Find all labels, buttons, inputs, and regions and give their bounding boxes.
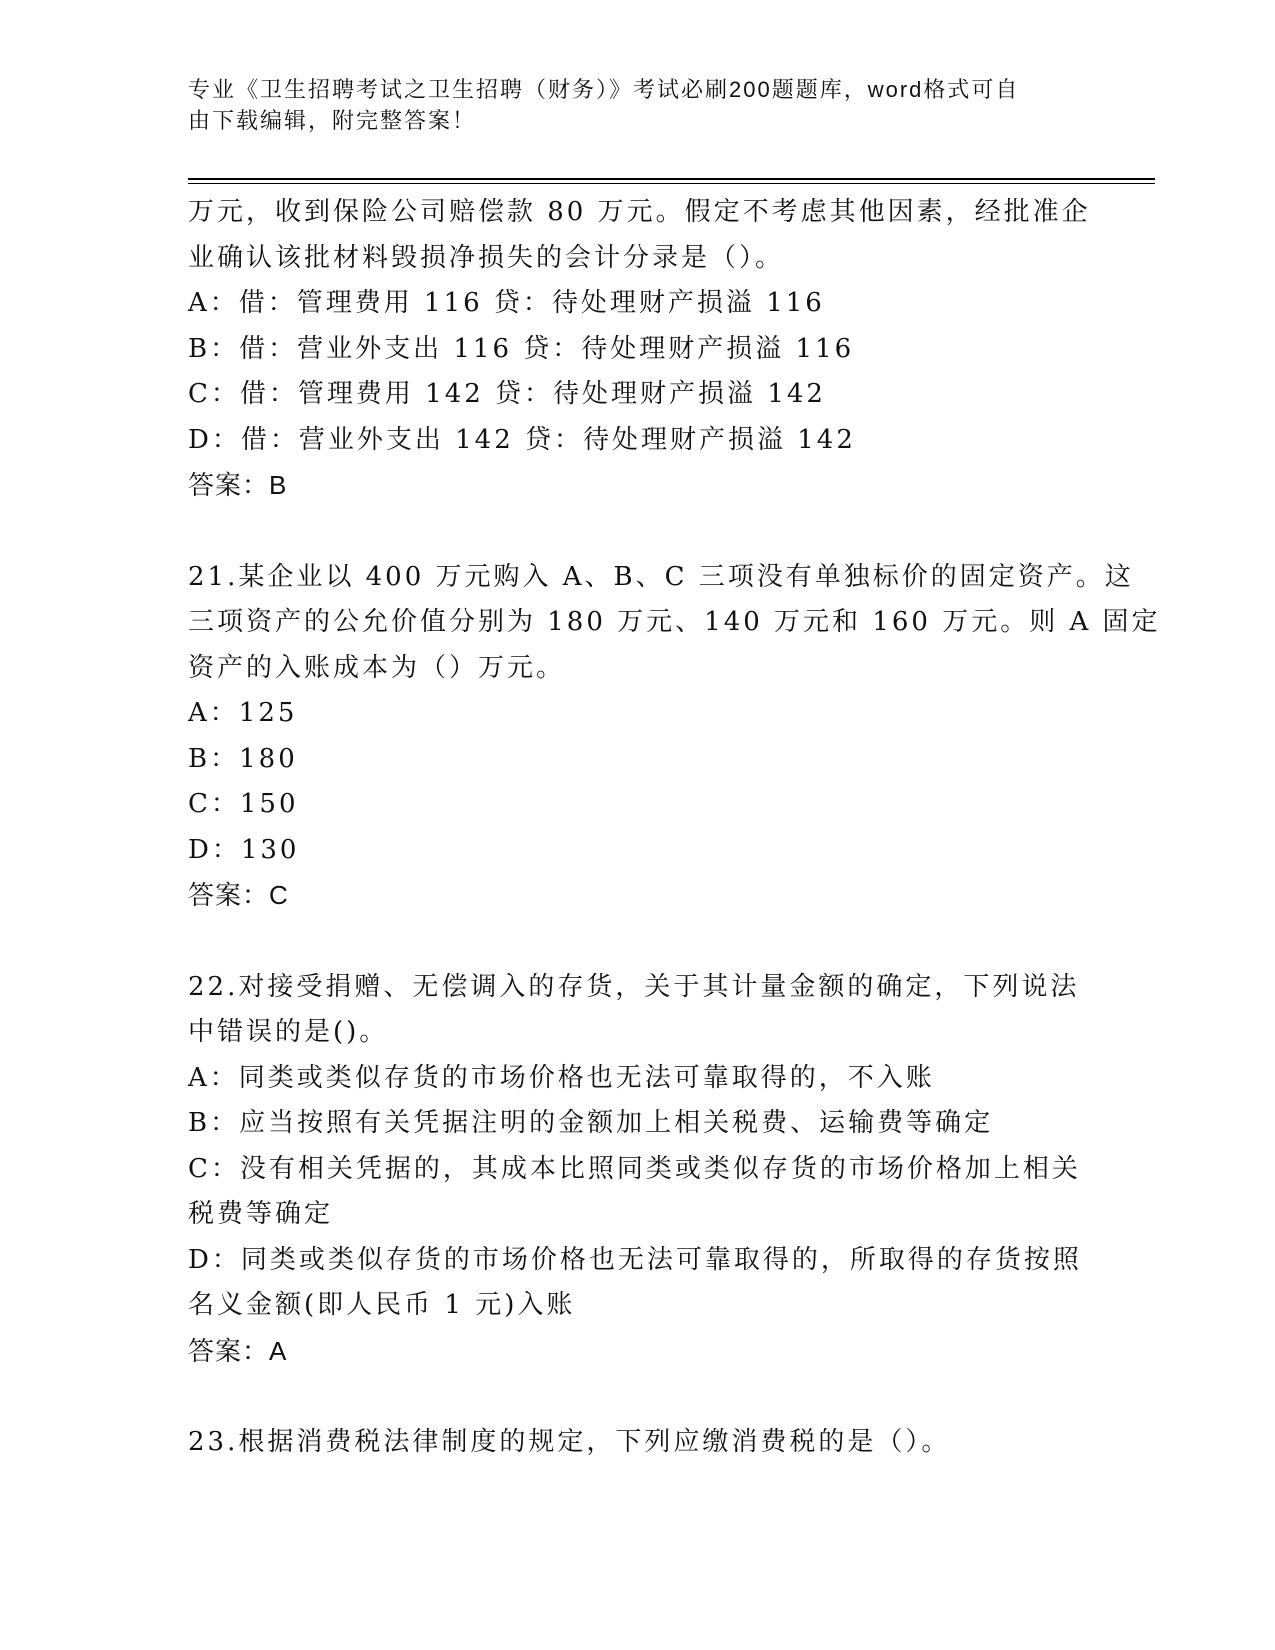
document-header [188,74,1068,136]
question-stem-line: 万元，收到保险公司赔偿款 80 万元。假定不考虑其他因素，经批准企 [188,197,1091,227]
option-a: A：125 [188,698,298,728]
question-stem-line: 资产的入账成本为（）万元。 [188,652,566,683]
header-line-1: 专业《卫生招聘考试之卫生招聘（财务）》考试必刷200题题库，word格式可自 [188,77,1020,102]
question-spacer [188,919,1088,965]
question-stem-line: 23.根据消费税法律制度的规定，下列应缴消费税的是（）。 [188,1427,951,1457]
question-stem-line: 21.某企业以 400 万元购入 A、B、C 三项没有单独标价的固定资产。这 [188,561,1134,592]
option-b: B：借：营业外支出 116 贷：待处理财产损溢 116 [188,333,855,364]
answer: 答案：A [188,1335,288,1366]
option-a: A：同类或类似存货的市场价格也无法可靠取得的，不入账 [188,1062,935,1093]
question-spacer [188,1374,1088,1420]
document-body [188,190,1161,1466]
question-stem-line: 三项资产的公允价值分别为 180 万元、140 万元和 160 万元。则 A 固定 [188,607,1161,637]
question-23 [188,1420,1088,1466]
option-d: D：借：营业外支出 142 贷：待处理财产损溢 142 [188,424,856,455]
header-line-2: 由下载编辑，附完整答案！ [188,108,477,133]
question-21 [188,555,1161,919]
option-c: C：没有相关凭据的，其成本比照同类或类似存货的市场价格加上相关 [188,1153,1081,1184]
option-a: A：借：管理费用 116 贷：待处理财产损溢 116 [188,288,825,318]
option-d: D：130 [188,834,300,865]
question-spacer [188,509,1088,555]
option-d-continued: 名义金额(即人民币 1 元)入账 [188,1290,576,1320]
answer: 答案：C [188,880,289,910]
option-b: B：180 [188,743,298,774]
option-c-continued: 税费等确定 [188,1199,334,1229]
question-20 [188,190,1091,509]
question-22 [188,965,1088,1375]
option-d: D：同类或类似存货的市场价格也无法可靠取得的，所取得的存货按照 [188,1244,1082,1275]
header-divider-thick [188,178,1155,180]
question-stem-line: 业确认该批材料毁损净损失的会计分录是（）。 [188,242,785,273]
question-stem-line: 中错误的是()。 [188,1017,389,1047]
header-divider-thin [188,183,1155,184]
option-b: B：应当按照有关凭据注明的金额加上相关税费、运输费等确定 [188,1108,994,1138]
question-stem-line: 22.对接受捐赠、无偿调入的存货，关于其计量金额的确定，下列说法 [188,971,1080,1002]
option-c: C：150 [188,789,299,819]
option-c: C：借：管理费用 142 贷：待处理财产损溢 142 [188,379,826,409]
answer: 答案：B [188,470,288,500]
